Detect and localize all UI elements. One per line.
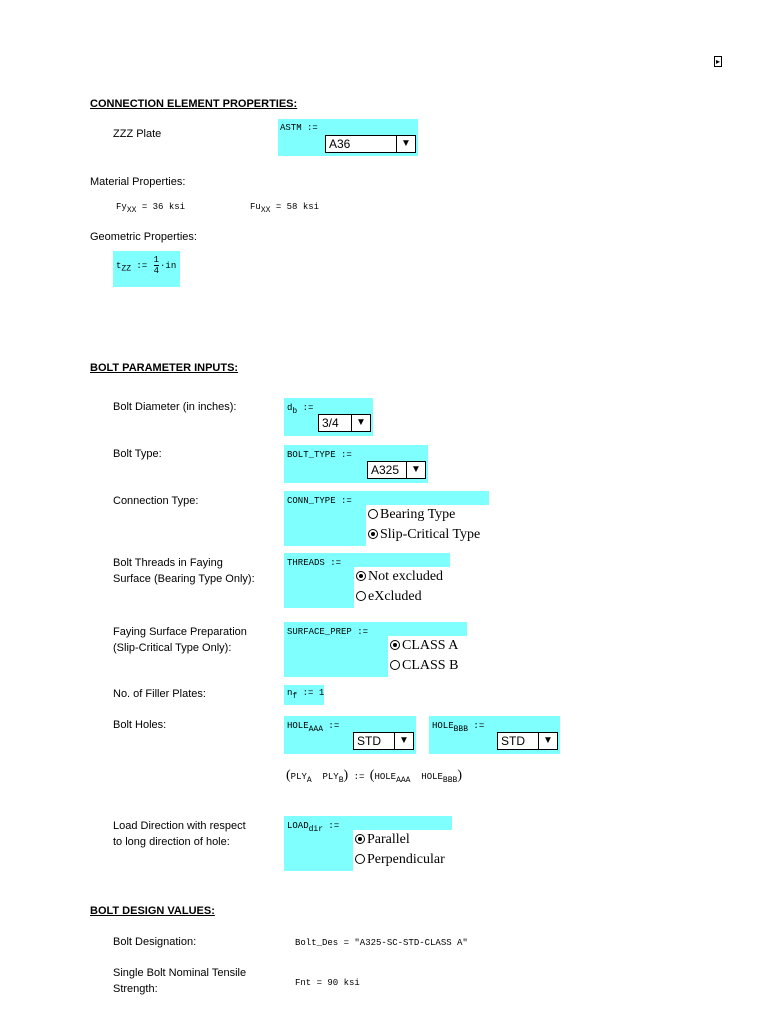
astm-select[interactable]	[325, 135, 416, 153]
tensile-expression: Fnt = 90 ksi	[295, 978, 360, 988]
hole-aaa-assign: :=	[323, 721, 340, 731]
t-assign: :=	[131, 260, 153, 271]
nf-sub: f	[292, 691, 298, 701]
load-label-line1: Load Direction with respect	[113, 820, 246, 832]
fu-base: Fu	[250, 202, 261, 212]
tensile-label-line1: Single Bolt Nominal Tensile	[113, 967, 247, 979]
astm-region	[278, 119, 418, 156]
db-var	[287, 403, 313, 416]
diameter-label: Bolt Diameter (in inches):	[113, 401, 237, 413]
surface-label	[113, 624, 247, 656]
load-region	[284, 816, 452, 871]
load-option-perpendicular[interactable]	[355, 850, 452, 870]
section-connection-header: CONNECTION ELEMENT PROPERTIES:	[90, 98, 298, 110]
threads-option-label: Not excluded	[368, 569, 444, 584]
radio-on-icon[interactable]	[390, 640, 400, 650]
nf-base: n	[287, 688, 293, 698]
hole-bbb-select[interactable]	[497, 732, 558, 750]
radio-off-icon[interactable]	[390, 660, 400, 670]
section-bolt-design-header: BOLT DESIGN VALUES:	[90, 905, 215, 917]
chevron-down-icon[interactable]: ▼	[538, 733, 557, 749]
threads-label-line1: Bolt Threads in Faying	[113, 557, 223, 569]
conn-option-label: Bearing Type	[380, 507, 456, 522]
chevron-down-icon[interactable]: ▼	[406, 462, 425, 478]
surface-option-label: CLASS B	[402, 658, 459, 673]
thickness-region[interactable]	[113, 251, 180, 287]
t-unit: ·in	[160, 260, 177, 271]
tensile-label-line2: Strength:	[113, 983, 158, 995]
conn-option-label: Slip-Critical Type	[380, 527, 481, 542]
threads-region	[284, 553, 450, 608]
t-num: 1	[153, 255, 160, 265]
load-option-parallel[interactable]	[355, 830, 452, 850]
bolt-type-var: BOLT_TYPE :=	[287, 450, 352, 460]
chevron-down-icon[interactable]: ▼	[396, 136, 415, 152]
threads-option-excluded[interactable]	[356, 587, 450, 607]
fy-base: Fy	[116, 202, 127, 212]
radio-off-icon[interactable]	[355, 854, 365, 864]
db-select[interactable]	[318, 414, 371, 432]
radio-on-icon[interactable]	[355, 834, 365, 844]
ply-hole-a-base: HOLE	[374, 772, 397, 782]
hole-aaa-base: HOLE	[287, 721, 309, 731]
bolt-type-label: Bolt Type:	[113, 448, 162, 460]
db-region	[284, 398, 373, 436]
load-base: LOAD	[287, 821, 309, 831]
ply-expression	[286, 768, 462, 785]
surface-region	[284, 622, 467, 677]
hole-bbb-base: HOLE	[432, 721, 454, 731]
ply-a-base: PLY	[290, 772, 307, 782]
conn-type-label: Connection Type:	[113, 495, 199, 507]
filler-label: No. of Filler Plates:	[113, 688, 206, 700]
load-option-label: Perpendicular	[367, 852, 445, 867]
load-label	[113, 818, 246, 850]
chevron-down-icon[interactable]: ▼	[394, 733, 413, 749]
threads-option-label: eXcluded	[368, 589, 422, 604]
fy-sub: XX	[126, 205, 137, 215]
ply-b-sub: B	[338, 775, 344, 785]
designation-expression: Bolt_Des = "A325-SC-STD-CLASS A"	[295, 938, 468, 948]
hole-bbb-value: STD	[501, 734, 525, 748]
holes-label: Bolt Holes:	[113, 719, 167, 731]
load-sub: dir	[308, 824, 324, 834]
hole-bbb-assign: :=	[468, 721, 485, 731]
fu-expression	[250, 202, 319, 215]
fu-sub: XX	[260, 205, 271, 215]
hole-bbb-sub: BBB	[453, 724, 469, 734]
surface-option-class-b[interactable]	[390, 656, 467, 676]
paren-open-icon: (	[286, 768, 291, 783]
conn-type-radio-group	[366, 505, 489, 546]
radio-on-icon[interactable]	[368, 529, 378, 539]
ply-a-sub: A	[306, 775, 312, 785]
t-fraction	[154, 255, 159, 276]
region-marker-icon[interactable]: ▸	[715, 57, 720, 66]
surface-option-class-a[interactable]	[390, 636, 467, 656]
ply-b-base: PLY	[322, 772, 339, 782]
ply-hole-a-sub: AAA	[396, 775, 411, 785]
ply-hole-b-base: HOLE	[421, 772, 443, 782]
surface-option-label: CLASS A	[402, 638, 459, 653]
radio-off-icon[interactable]	[356, 591, 366, 601]
threads-label-line2: Surface (Bearing Type Only):	[113, 573, 255, 585]
tensile-label	[113, 965, 246, 997]
hole-bbb-var	[432, 721, 484, 734]
load-assign: :=	[323, 821, 340, 831]
fy-rhs: = 36 ksi	[136, 202, 186, 212]
bolt-type-region	[284, 445, 428, 483]
surface-label-line2: (Slip-Critical Type Only):	[113, 642, 232, 654]
paren-open-icon: (	[369, 768, 375, 783]
bolt-type-value: A325	[371, 463, 400, 477]
ply-hole-b-sub: BBB	[442, 775, 458, 785]
hole-aaa-region	[284, 716, 416, 754]
fy-expression	[116, 202, 185, 215]
nf-rhs: := 1	[297, 688, 325, 698]
conn-option-slip[interactable]	[368, 525, 489, 545]
threads-label	[113, 555, 255, 587]
nf-region[interactable]	[284, 685, 324, 705]
section-bolt-inputs-header: BOLT PARAMETER INPUTS:	[90, 362, 239, 374]
db-sub: b	[292, 406, 298, 416]
threads-var: THREADS :=	[287, 558, 342, 568]
surface-label-line1: Faying Surface Preparation	[113, 626, 247, 638]
astm-value: A36	[329, 137, 351, 151]
hole-bbb-region	[429, 716, 560, 754]
load-var	[287, 821, 339, 834]
chevron-down-icon[interactable]: ▼	[351, 415, 370, 431]
ply-assign: :=	[348, 772, 370, 782]
hole-aaa-var	[287, 721, 339, 734]
paren-close-icon: )	[457, 768, 462, 783]
astm-var: ASTM :=	[280, 123, 318, 133]
hole-aaa-value: STD	[357, 734, 381, 748]
designation-label: Bolt Designation:	[113, 936, 197, 948]
hole-aaa-select[interactable]	[353, 732, 414, 750]
db-base: d	[287, 403, 293, 413]
geometric-label: Geometric Properties:	[90, 231, 197, 243]
db-assign: :=	[297, 403, 314, 413]
threads-radio-group	[354, 567, 450, 608]
threads-option-not-excluded[interactable]	[356, 567, 450, 587]
t-base: t	[116, 260, 122, 271]
material-label: Material Properties:	[90, 176, 186, 188]
load-option-label: Parallel	[367, 832, 410, 847]
load-label-line2: to long direction of hole:	[113, 836, 230, 848]
paren-close-icon: )	[343, 768, 349, 783]
t-sub: ZZ	[121, 264, 132, 274]
load-radio-group	[353, 830, 452, 871]
bolt-type-select[interactable]	[367, 461, 426, 479]
t-den: 4	[153, 266, 160, 276]
surface-var: SURFACE_PREP :=	[287, 627, 369, 637]
conn-option-bearing[interactable]	[368, 505, 489, 525]
conn-type-region	[284, 491, 489, 546]
radio-on-icon[interactable]	[356, 571, 366, 581]
db-value: 3/4	[322, 416, 339, 430]
hole-aaa-sub: AAA	[308, 724, 324, 734]
plate-label: ZZZ Plate	[113, 128, 162, 140]
conn-type-var: CONN_TYPE :=	[287, 496, 352, 506]
fu-rhs: = 58 ksi	[270, 202, 320, 212]
surface-radio-group	[388, 636, 467, 677]
radio-off-icon[interactable]	[368, 509, 378, 519]
